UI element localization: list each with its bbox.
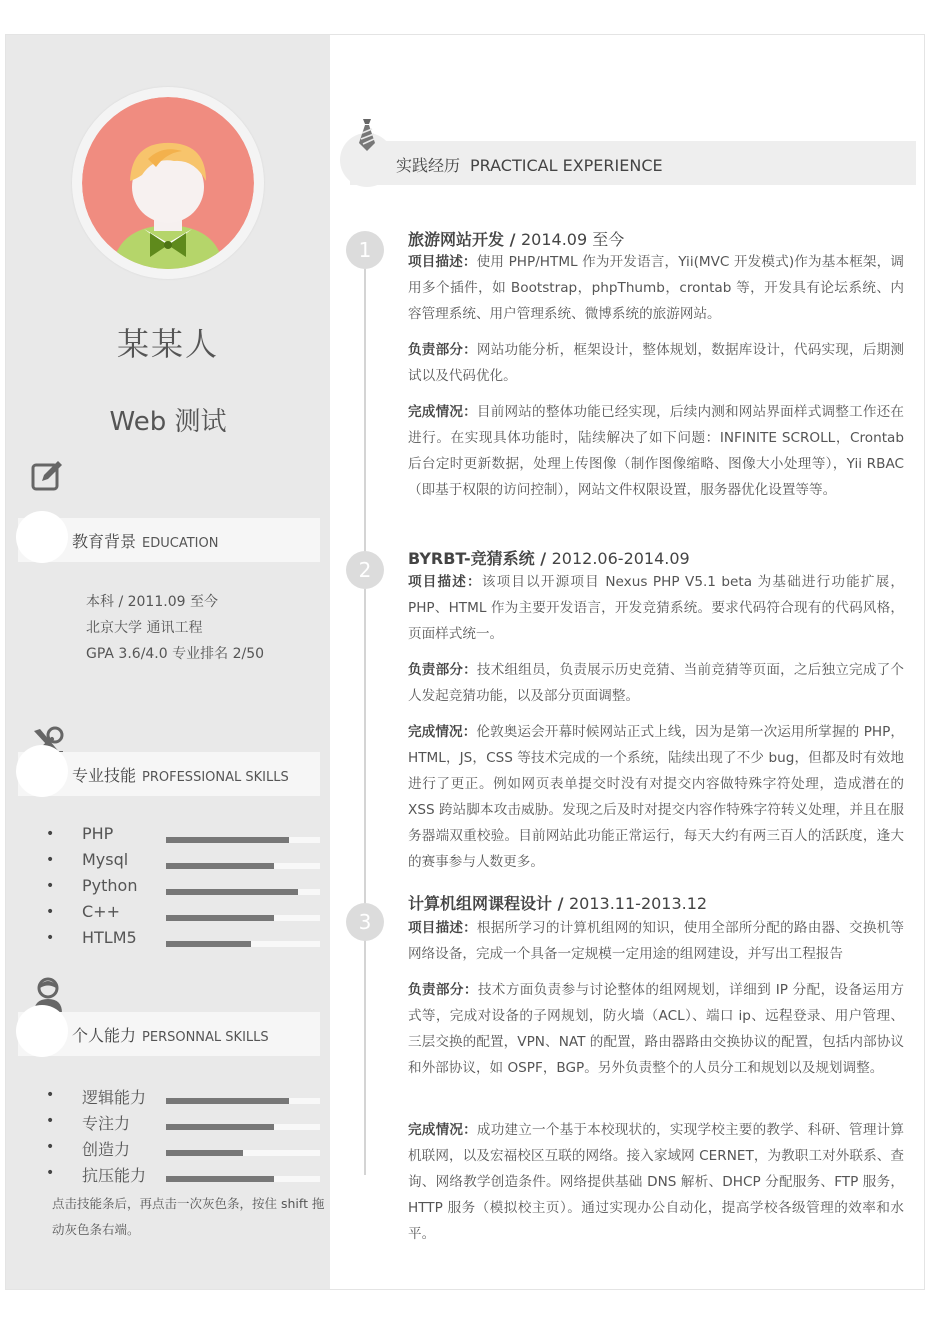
avatar — [72, 87, 264, 279]
role-label: 负责部分： — [408, 662, 477, 678]
personal-heading-en: PERSONNAL SKILLS — [142, 1030, 269, 1045]
skill-label: 抗压能力 — [82, 1166, 147, 1185]
timeline-marker: 2 — [346, 551, 384, 589]
project-result — [408, 1117, 904, 1247]
personal-heading-cn: 个人能力 — [72, 1026, 137, 1045]
skills-heading-circle — [16, 745, 68, 797]
project-date: 2012.06-2014.09 — [551, 549, 690, 568]
bullet: • — [46, 878, 55, 894]
skill-item[interactable] — [46, 822, 326, 848]
project-description — [408, 915, 904, 967]
description-text: 该项目以开源项目 Nexus PHP V5.1 beta 为基础进行功能扩展，PHP、HTML 作为主要开发语言，开发竞猜系统。要求代码符合现有的代码风格，页面样式统一。 — [408, 574, 905, 642]
skill-bar-track[interactable] — [166, 1150, 320, 1156]
role-text: 技术方面负责参与讨论整体的组网规划，详细到 IP 分配，设备运用方式等，完成对设备的子网规划，防火墙（ACL）、端口 ip、远程登录、用户管理、三层交换的配置，VPN、NAT 的配置，路由器路由交换协议的配置，包括内部协议和外部协议，如 OSPF，BGP。另外负责整个的人员分工和规划以及规划调整。 — [408, 982, 904, 1076]
result-label: 完成情况： — [408, 404, 477, 420]
project-role — [408, 977, 904, 1081]
description-label: 项目描述： — [408, 254, 477, 270]
skill-label: HTLM5 — [82, 928, 137, 947]
candidate-name: 某某人 — [116, 325, 219, 363]
project-description — [408, 249, 904, 327]
skill-bar-track[interactable] — [166, 941, 320, 947]
project-separator: / — [504, 230, 521, 249]
bullet: • — [46, 852, 55, 868]
skill-bar-fill[interactable] — [166, 915, 274, 921]
skill-label: Mysql — [82, 850, 129, 869]
timeline-marker: 1 — [346, 231, 384, 269]
result-text: 目前网站的整体功能已经实现，后续内测和网站界面样式调整工作还在进行。在实现具体功能时，陆续解决了如下问题：INFINITE SCROLL，Crontab 后台定时更新数据，处理上传图像（制作图像缩略、图像大小处理等），Yii RBAC（即基于权限的访问控制），网站文件权限设置，服务器优化设置等等。 — [408, 404, 905, 498]
skill-label: PHP — [82, 824, 114, 843]
resume-page — [5, 34, 925, 1290]
project-title — [408, 891, 707, 914]
project-result — [408, 719, 904, 875]
skills-heading — [72, 763, 289, 786]
skill-bar-track[interactable] — [166, 837, 320, 843]
skill-label: 创造力 — [82, 1140, 131, 1159]
bullet: • — [46, 1165, 55, 1181]
role-text: 网站功能分析，框架设计，整体规划，数据库设计，代码实现，后期测试以及代码优化。 — [408, 342, 905, 384]
education-heading — [72, 529, 218, 552]
skill-label: 专注力 — [82, 1114, 131, 1133]
skill-label: Python — [82, 876, 138, 895]
skill-bar-fill[interactable] — [166, 863, 274, 869]
skill-bar-hint: 点击技能条后，再点击一次灰色条，按住 shift 拖动灰色条右端。 — [52, 1196, 325, 1237]
skill-bar-fill[interactable] — [166, 1098, 289, 1104]
skill-item[interactable] — [46, 900, 326, 926]
project-role — [408, 657, 904, 709]
skill-label: C++ — [82, 902, 120, 921]
bullet: • — [46, 1139, 55, 1155]
experience-heading-cn: 实践经历 — [396, 156, 461, 175]
role-label: 负责部分： — [408, 982, 478, 998]
education-school: 北京大学 通讯工程 — [86, 620, 203, 636]
bullet: • — [46, 1087, 55, 1103]
result-label: 完成情况： — [408, 724, 477, 740]
project-title — [408, 546, 690, 569]
skill-bar-fill[interactable] — [166, 889, 298, 895]
skill-bar-fill[interactable] — [166, 941, 251, 947]
skill-item[interactable] — [46, 926, 326, 952]
education-heading-en: EDUCATION — [142, 536, 219, 551]
skill-bar-track[interactable] — [166, 915, 320, 921]
project-separator: / — [534, 549, 552, 568]
project-date: 2013.11-2013.12 — [569, 894, 708, 913]
skill-bar-track[interactable] — [166, 1124, 320, 1130]
education-heading-cn: 教育背景 — [72, 532, 137, 551]
description-text: 使用 PHP/HTML 作为开发语言，Yii(MVC 开发模式)作为基本框架，调用多个插件，如 Bootstrap，phpThumb，crontab 等，开发具有论坛系统、内容管理系统、用户管理系统、微博系统的旅游网站。 — [408, 254, 904, 322]
result-label: 完成情况： — [408, 1122, 477, 1138]
skill-bar-track[interactable] — [166, 1176, 320, 1182]
personal-heading — [72, 1023, 269, 1046]
description-label: 项目描述： — [408, 574, 482, 590]
project-name: BYRBT-竞猜系统 — [408, 549, 535, 568]
skill-bar-fill[interactable] — [166, 1150, 243, 1156]
candidate-title: Web 测试 — [109, 407, 227, 437]
bullet: • — [46, 1113, 55, 1129]
project-date: 2014.09 至今 — [521, 230, 625, 249]
personal-skill-item[interactable] — [46, 1109, 326, 1135]
skill-label: 逻辑能力 — [82, 1088, 147, 1107]
bullet: • — [46, 904, 55, 920]
skill-bar-fill[interactable] — [166, 1176, 274, 1182]
skills-heading-cn: 专业技能 — [72, 766, 137, 785]
personal-skill-item[interactable] — [46, 1083, 326, 1109]
timeline-line — [364, 239, 366, 1175]
project-name: 旅游网站开发 — [408, 230, 505, 249]
skills-heading-en: PROFESSIONAL SKILLS — [142, 770, 289, 785]
project-separator: / — [552, 894, 569, 913]
project-title — [408, 227, 624, 250]
bullet: • — [46, 826, 55, 842]
tie-icon — [356, 117, 378, 153]
skill-bar-fill[interactable] — [166, 1124, 274, 1130]
role-label: 负责部分： — [408, 342, 477, 358]
personal-skill-item[interactable] — [46, 1161, 326, 1187]
skill-item[interactable] — [46, 874, 326, 900]
skill-item[interactable] — [46, 848, 326, 874]
description-text: 根据所学习的计算机组网的知识，使用全部所分配的路由器、交换机等网络设备，完成一个具备一定规模一定用途的组网建设，并写出工程报告 — [408, 920, 905, 962]
avatar-illustration — [82, 97, 254, 269]
skill-bar-track[interactable] — [166, 863, 320, 869]
result-text: 伦敦奥运会开幕时候网站正式上线，因为是第一次运用所掌握的 PHP，HTML，JS，CSS 等技术完成的一个系统，陆续出现了不少 bug，但都及时有效地进行了更正。例如网页表单提交时没有对提交内容做特殊字符处理，造成潜在的 XSS 跨站脚本攻击威胁。发现之后及时对提交内容作特殊字符转义处理，并且在服务器端双重校验。目前网站此功能正常运行，每天大约有两三百人的活跃度，逢大的赛事参与人数更多。 — [408, 724, 905, 870]
experience-heading-en: PRACTICAL EXPERIENCE — [470, 156, 663, 175]
personal-heading-circle — [16, 1005, 68, 1057]
education-heading-circle — [16, 511, 68, 563]
role-text: 技术组组员，负责展示历史竞猜、当前竞猜等页面，之后独立完成了个人发起竞猜功能，以及部分页面调整。 — [408, 662, 905, 704]
project-role — [408, 337, 904, 389]
description-label: 项目描述： — [408, 920, 477, 936]
skill-bar-fill[interactable] — [166, 837, 289, 843]
timeline-marker: 3 — [346, 903, 384, 941]
project-result — [408, 399, 904, 503]
result-text: 成功建立一个基于本校现状的，实现学校主要的教学、科研、管理计算机联网，以及宏福校区互联的网络。接入家域网 CERNET，为教职工对外联系、查询、网络教学创造条件。网络提供基础 DNS 解析、DHCP 分配服务、FTP 服务，HTTP 服务（模拟校主页）。通过实现办公自动化，提高学校各级管理的效率和水平。 — [408, 1122, 905, 1242]
experience-heading — [396, 153, 663, 176]
bullet: • — [46, 930, 55, 946]
education-degree: 本科 / 2011.09 至今 — [86, 594, 218, 610]
project-description — [408, 569, 904, 647]
skill-bar-track[interactable] — [166, 1098, 320, 1104]
edit-icon — [30, 459, 64, 493]
skill-bar-track[interactable] — [166, 889, 320, 895]
personal-skill-item[interactable] — [46, 1135, 326, 1161]
sidebar — [6, 35, 330, 1289]
project-name: 计算机组网课程设计 — [408, 894, 553, 913]
education-gpa: GPA 3.6/4.0 专业排名 2/50 — [86, 646, 265, 662]
